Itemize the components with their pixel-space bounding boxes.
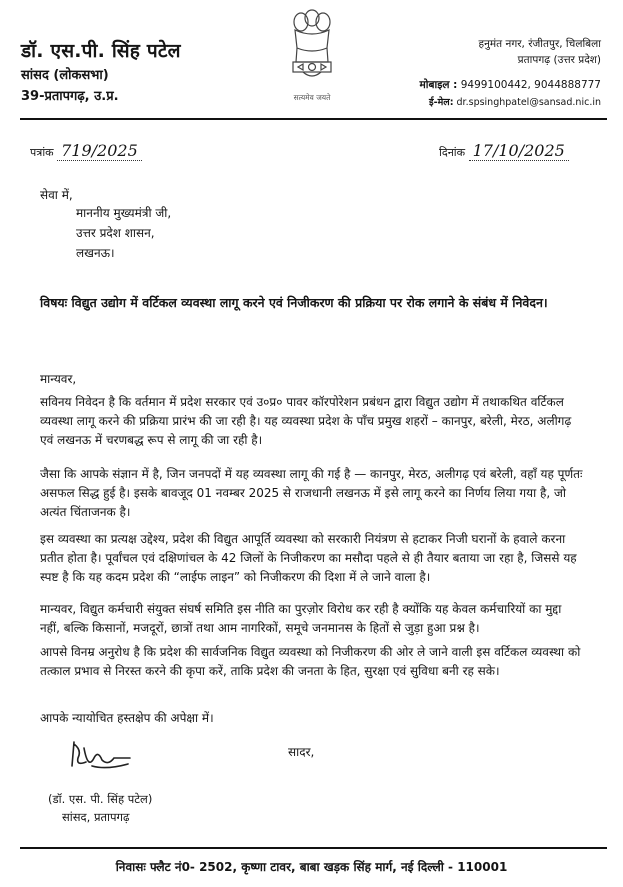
mobile-value: 9499100442, 9044888777 [460, 79, 601, 91]
addressee-line2: उत्तर प्रदेश शासन, [76, 226, 155, 240]
signatory-name: (डॉ. एस. पी. सिंह पटेल) [48, 792, 153, 806]
paragraph-4: मान्यवर, विद्युत कर्मचारी संयुक्त संघर्ष समिति इस नीति का पुरज़ोर विरोध कर रही है क्योंकि यह केवल कर्मचारियों का मुद्दा नहीं, बल्कि किसानों, मजदूरों, छात्रों तथा आम नागरिकों, समूचे जनमानस के हितों से जुड़ा हुआ प्रश्न है। [40, 602, 562, 635]
header-divider [20, 118, 607, 120]
letter-subject: विषयः विद्युत उद्योग में वर्टिकल व्यवस्था लागू करने एवं निजीकरण की प्रक्रिया पर रोक लगाने के संबंध में निवेदन। [40, 295, 548, 310]
address-line2: प्रतापगढ़ (उत्तर प्रदेश) [517, 54, 601, 66]
mp-name: डॉ. एस.पी. सिंह पटेल [21, 40, 181, 62]
signatory-designation: सांसद, प्रतापगढ़ [62, 810, 130, 824]
date-label: दिनांक [439, 146, 466, 159]
ref-value: 719/2025 [57, 141, 142, 161]
paragraph-3: इस व्यवस्था का प्रत्यक्ष उद्देश्य, प्रदेश की विद्युत आपूर्ति व्यवस्था को सरकारी नियंत्रण से हटाकर निजी घरानों के हवाले करना प्रतीत होता है। पूर्वांचल एवं दक्षिणांचल के 42 जिलों के निजीकरण का मसौदा पहले से ही तैयार बताया जा रहा है, जिससे यह स्पष्ट है कि यह कदम प्रदेश की “लाईफ लाइन” को निजीकरण की दिशा में ले जाने वाला है। [40, 532, 577, 584]
emblem-motto: सत्यमेव जयते [293, 93, 331, 102]
mp-designation: सांसद (लोकसभा) [21, 68, 109, 83]
residence-address: निवासः फ्लैट नं0- 2502, कृष्णा टावर, बाबा खड़क सिंह मार्ग, नई दिल्ली - 110001 [115, 860, 508, 874]
mobile-row [420, 78, 601, 92]
footer-divider [20, 847, 607, 849]
salutation: मान्यवर, [40, 372, 77, 386]
paragraph-5: आपसे विनम्र अनुरोध है कि प्रदेश की सार्वजनिक विद्युत व्यवस्था को निजीकरण की ओर ले जाने वाली इस वर्टिकल व्यवस्था को तत्काल प्रभाव से निरस्त करने की कृपा करें, ताकि प्रदेश की जनता के हित, सुरक्षा एवं सुविधा बनी रह सके। [40, 645, 581, 678]
addressee-line1: माननीय मुख्यमंत्री जी, [76, 206, 172, 220]
paragraph-6: आपके न्यायोचित हस्तक्षेप की अपेक्षा में। [40, 711, 214, 725]
date-value: 17/10/2025 [469, 141, 569, 161]
address-line1: हनुमंत नगर, रंजीतपुर, चिलबिला [478, 38, 601, 50]
handwritten-signature [68, 736, 134, 778]
ref-label: पत्रांक [30, 146, 54, 159]
national-emblem-icon [281, 4, 343, 108]
letter-date [439, 141, 569, 160]
addressee-line3: लखनऊ। [76, 246, 115, 260]
email-row [429, 95, 601, 108]
closing-saadar: सादर, [288, 745, 315, 759]
reference-number [30, 141, 142, 160]
mp-constituency: 39-प्रतापगढ़, उ.प्र. [21, 89, 119, 104]
paragraph-1: सविनय निवेदन है कि वर्तमान में प्रदेश सरकार एवं उ०प्र० पावर कॉरपोरेशन प्रबंधन द्वारा विद्युत उद्योग में तथाकथित वर्टिकल व्यवस्था लागू करने की प्रक्रिया प्रारंभ की जा रही है। यह व्यवस्था प्रदेश के पाँच प्रमुख शहरों – कानपुर, बरेली, मेरठ, अलीगढ़ एवं लखनऊ में चरणबद्ध रूप से लागू की जा रही है। [40, 395, 572, 447]
email-value: dr.spsinghpatel@sansad.nic.in [456, 97, 601, 108]
email-label: ई-मेल: [428, 97, 454, 108]
seva-mein: सेवा में, [40, 188, 73, 202]
paragraph-2: जैसा कि आपके संज्ञान में है, जिन जनपदों में यह व्यवस्था लागू की गई है — कानपुर, मेरठ, अलीगढ़ एवं बरेली, वहाँ यह पूर्णतः असफल सिद्ध हुई है। इसके बावजूद 01 नवम्बर 2025 से राजधानी लखनऊ में इसे लागू करने का निर्णय लिया गया है, जो अत्यंत चिंताजनक है। [40, 467, 583, 519]
mobile-label: मोबाइल : [419, 79, 458, 91]
